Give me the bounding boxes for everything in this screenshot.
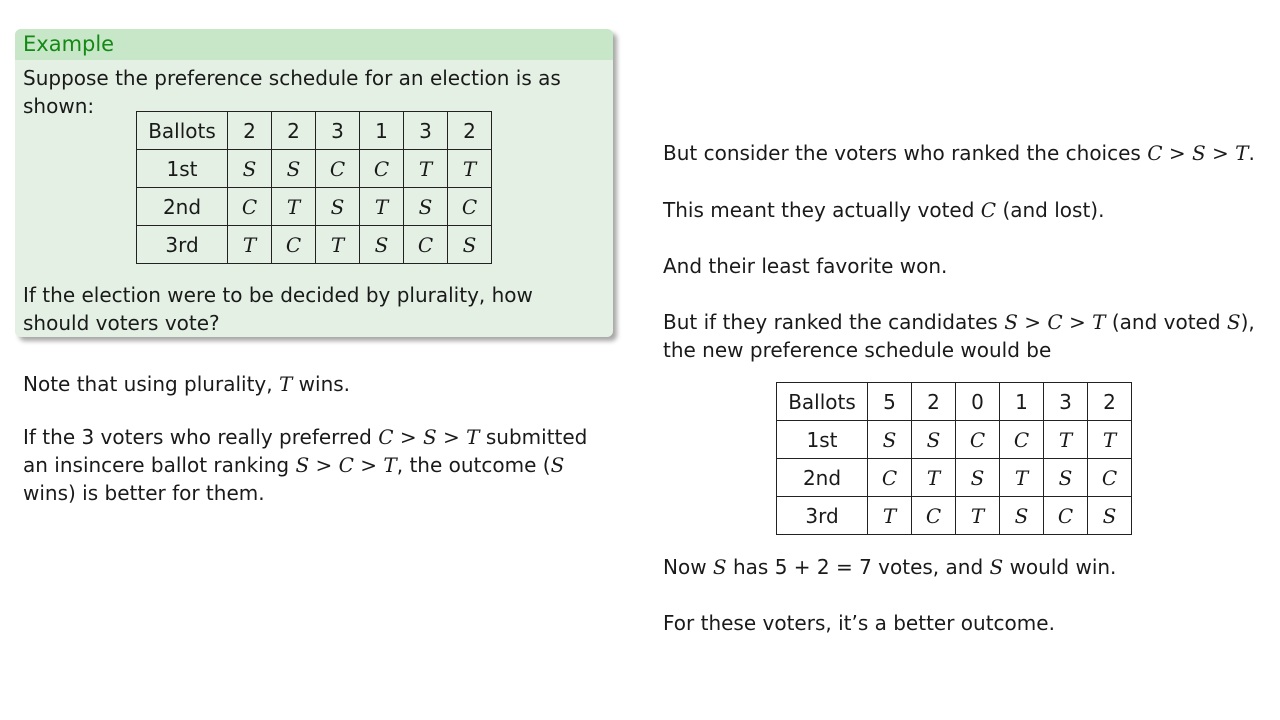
candidate-cell: S <box>316 188 360 226</box>
candidate-cell: C <box>272 226 316 264</box>
candidate-cell: T <box>316 226 360 264</box>
rank-row-3rd <box>137 226 492 264</box>
candidate-cell: C <box>228 188 272 226</box>
candidate-cell: S <box>272 150 316 188</box>
ballot-count: 3 <box>1044 383 1088 421</box>
candidate-cell: C <box>1088 459 1132 497</box>
rank-label: 1st <box>137 150 228 188</box>
example-title: Example <box>15 29 613 60</box>
ballot-count: 3 <box>316 112 360 150</box>
candidate-cell: T <box>956 497 1000 535</box>
rank-label: 1st <box>777 421 868 459</box>
least-favorite-text: And their least favorite won. <box>663 254 948 278</box>
candidate-cell: C <box>360 150 404 188</box>
ballot-count: 2 <box>448 112 492 150</box>
candidate-cell: C <box>316 150 360 188</box>
example-question: If the election were to be decided by plurality, how should voters vote? <box>23 283 533 335</box>
candidate-cell: C <box>1000 421 1044 459</box>
rank-row-3rd <box>777 497 1132 535</box>
candidate-cell: T <box>228 226 272 264</box>
ballot-count: 1 <box>1000 383 1044 421</box>
candidate-cell: S <box>1000 497 1044 535</box>
ballot-count: 3 <box>404 112 448 150</box>
better-outcome-text: For these voters, it’s a better outcome. <box>663 611 1055 635</box>
ballot-count: 2 <box>912 383 956 421</box>
rank-row-1st <box>137 150 492 188</box>
actually-voted-text: This meant they actually voted C (and lost). <box>663 198 1105 222</box>
candidate-cell: S <box>912 421 956 459</box>
ballot-count: 2 <box>228 112 272 150</box>
candidate-cell: C <box>956 421 1000 459</box>
ballots-header: Ballots <box>777 383 868 421</box>
rank-row-2nd <box>137 188 492 226</box>
candidate-cell: C <box>448 188 492 226</box>
candidate-cell: C <box>868 459 912 497</box>
rank-label: 2nd <box>777 459 868 497</box>
plurality-note: Note that using plurality, T wins. <box>23 372 351 396</box>
rank-label: 3rd <box>777 497 868 535</box>
preference-table-new <box>776 382 1132 535</box>
candidate-cell: T <box>404 150 448 188</box>
candidate-cell: C <box>1044 497 1088 535</box>
candidate-cell: S <box>360 226 404 264</box>
candidate-cell: T <box>448 150 492 188</box>
preference-table-original <box>136 111 492 264</box>
ballots-row <box>137 112 492 150</box>
example-intro: Suppose the preference schedule for an election is as shown: <box>23 66 561 118</box>
rank-label: 3rd <box>137 226 228 264</box>
candidate-cell: T <box>868 497 912 535</box>
candidate-cell: T <box>272 188 316 226</box>
candidate-cell: T <box>1088 421 1132 459</box>
candidate-cell: T <box>1000 459 1044 497</box>
candidate-cell: T <box>1044 421 1088 459</box>
ballot-count: 5 <box>868 383 912 421</box>
candidate-cell: S <box>448 226 492 264</box>
rank-row-1st <box>777 421 1132 459</box>
candidate-cell: T <box>360 188 404 226</box>
ballots-header: Ballots <box>137 112 228 150</box>
ballot-count: 2 <box>1088 383 1132 421</box>
ballot-count: 1 <box>360 112 404 150</box>
candidate-cell: C <box>912 497 956 535</box>
new-outcome-text: Now S has 5 + 2 = 7 votes, and S would win. <box>663 555 1117 579</box>
insincere-ballot-paragraph: If the 3 voters who really preferred C > S > T submitted an insincere ballot ranking S > C > T, the outcome (S wins) is better for them. <box>23 425 588 505</box>
candidate-cell: S <box>1088 497 1132 535</box>
consider-voters-text: But consider the voters who ranked the choices C > S > T. <box>663 141 1255 165</box>
rank-label: 2nd <box>137 188 228 226</box>
ballot-count: 2 <box>272 112 316 150</box>
new-ranking-text: But if they ranked the candidates S > C > T (and voted S), the new preference schedule would be <box>663 310 1255 362</box>
candidate-cell: C <box>404 226 448 264</box>
candidate-cell: T <box>912 459 956 497</box>
candidate-cell: S <box>404 188 448 226</box>
candidate-cell: S <box>956 459 1000 497</box>
candidate-cell: S <box>228 150 272 188</box>
ballots-row <box>777 383 1132 421</box>
rank-row-2nd <box>777 459 1132 497</box>
candidate-cell: S <box>1044 459 1088 497</box>
ballot-count: 0 <box>956 383 1000 421</box>
candidate-cell: S <box>868 421 912 459</box>
